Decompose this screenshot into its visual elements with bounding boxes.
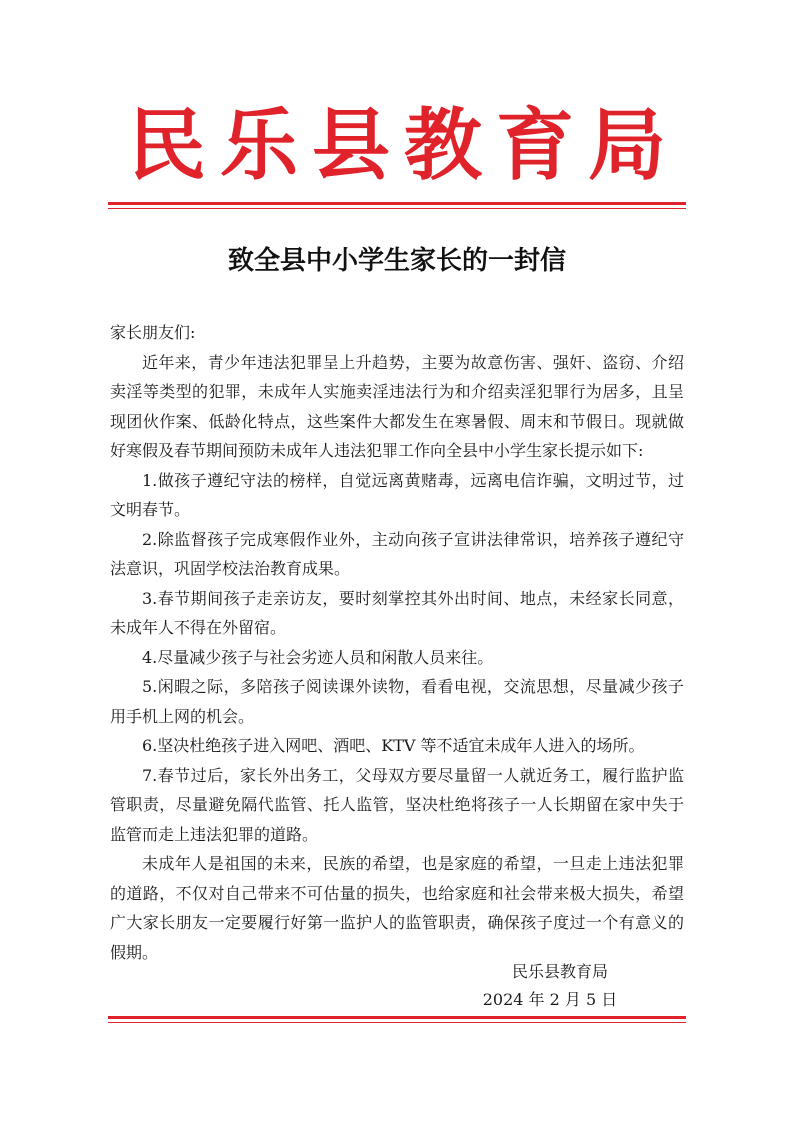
footer-rule-thin bbox=[108, 1022, 686, 1023]
intro-paragraph: 近年来，青少年违法犯罪呈上升趋势，主要为故意伤害、强奸、盗窃、介绍卖淫等类型的犯罪，未成年人实施卖淫违法行为和介绍卖淫犯罪行为居多，且呈现团伙作案、低龄化特点，这些案件大都发生在寒暑假、周末和节假日。现就做好寒假及春节期间预防未成年人违法犯罪工作向全县中小学生家长提示如下: bbox=[110, 352, 684, 460]
item-paragraph: 3.春节期间孩子走亲访友，要时刻掌控其外出时间、地点，未经家长同意，未成年人不得在外留宿。 bbox=[110, 588, 684, 637]
item-paragraph: 5.闲暇之际，多陪孩子阅读课外读物，看看电视，交流思想，尽量减少孩子用手机上网的机会。 bbox=[110, 677, 684, 726]
item-paragraph: 4.尽量减少孩子与社会劣迹人员和闲散人员来往。 bbox=[142, 647, 494, 667]
footer-rule-thick bbox=[108, 1016, 686, 1019]
item-paragraph: 2.除监督孩子完成寒假作业外，主动向孩子宣讲法律常识，培养孩子遵纪守法意识，巩固学校法治教育成果。 bbox=[110, 529, 684, 578]
signature-org: 民乐县教育局 bbox=[511, 962, 608, 981]
header-red-rule bbox=[108, 202, 686, 209]
signature-block bbox=[460, 958, 640, 1014]
masthead-title: 民乐县教育局 bbox=[127, 100, 680, 191]
footer-red-rule bbox=[108, 1016, 686, 1023]
letter-body bbox=[110, 318, 684, 967]
header-rule-thin bbox=[108, 208, 686, 209]
closing-paragraph: 未成年人是祖国的未来，民族的希望，也是家庭的希望，一旦走上违法犯罪的道路，不仅对自己带来不可估量的损失，也给家庭和社会带来极大损失，希望广大家长朋友一定要履行好第一监护人的监管职责，确保孩子度过一个有意义的假期。 bbox=[110, 854, 684, 962]
item-paragraph: 1.做孩子遵纪守法的榜样，自觉远离黄赌毒，远离电信诈骗，文明过节，过文明春节。 bbox=[110, 470, 684, 519]
signature-date: 2024 年 2 月 5 日 bbox=[482, 990, 618, 1009]
header-rule-thick bbox=[108, 202, 686, 205]
item-paragraph: 6.坚决杜绝孩子进入网吧、酒吧、KTV 等不适宜未成年人进入的场所。 bbox=[142, 736, 645, 755]
letter-title: 致全县中小学生家长的一封信 bbox=[227, 246, 566, 276]
salutation: 家长朋友们: bbox=[110, 323, 196, 342]
item-paragraph: 7.春节过后，家长外出务工，父母双方要尽量留一人就近务工，履行监护监管职责，尽量避免隔代监管、托人监管，坚决杜绝将孩子一人长期留在家中失于监管而走上违法犯罪的道路。 bbox=[110, 765, 684, 844]
